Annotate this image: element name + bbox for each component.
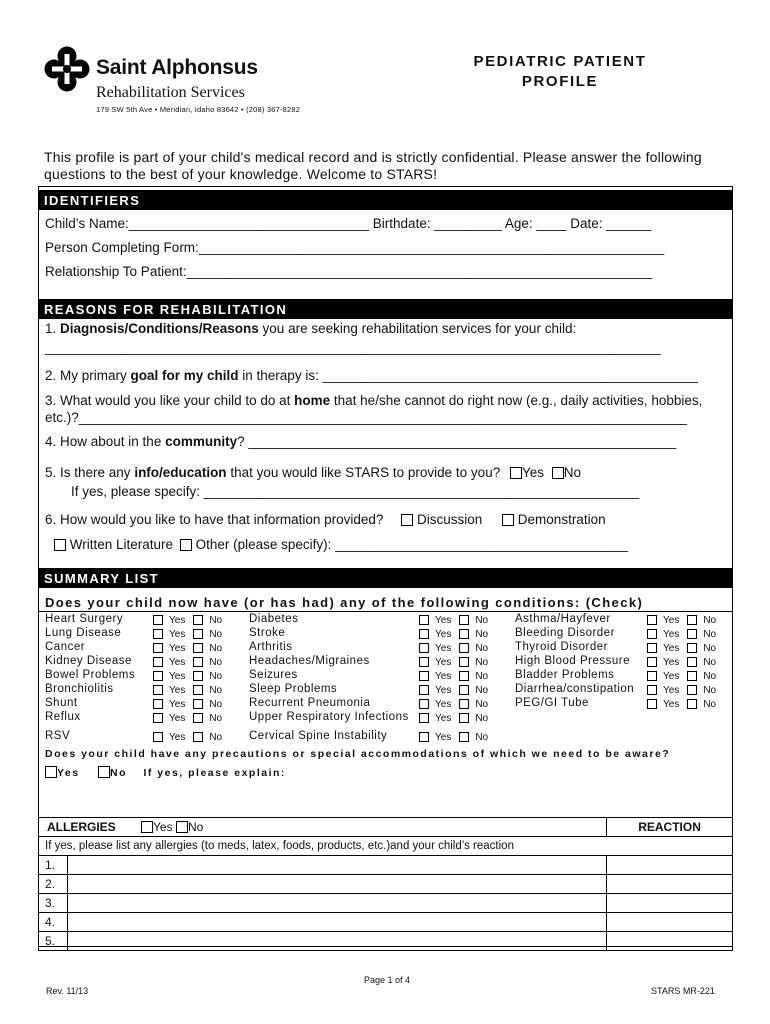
- condition-yes-label: Yes: [169, 713, 186, 724]
- condition-label: Heart Surgery: [45, 613, 124, 625]
- condition-yes-checkbox[interactable]: [153, 643, 163, 653]
- condition-no-label: No: [475, 699, 489, 710]
- condition-yes-checkbox[interactable]: [153, 671, 163, 681]
- allergy-row-number: 1.: [39, 856, 68, 875]
- condition-label: Lung Disease: [45, 627, 122, 639]
- org-address: 179 SW 5th Ave • Meridian, Idaho 83642 • (208) 367-8282: [96, 105, 301, 114]
- condition-yes-label: Yes: [663, 643, 680, 654]
- condition-yes-checkbox[interactable]: [647, 615, 657, 625]
- condition-yes-checkbox[interactable]: [647, 643, 657, 653]
- condition-yes-label: Yes: [169, 657, 186, 668]
- condition-yes-label: Yes: [663, 629, 680, 640]
- condition-label: Bladder Problems: [515, 669, 615, 681]
- reaction-cell[interactable]: [607, 875, 733, 894]
- reaction-cell[interactable]: [607, 894, 733, 913]
- summary-divider: [38, 611, 733, 612]
- allergy-row: [39, 913, 733, 932]
- q5-specify-line[interactable]: If yes, please specify: __________________________________________________________: [71, 484, 640, 499]
- condition-yes-label: Yes: [169, 685, 186, 696]
- condition-yes-label: Yes: [663, 657, 680, 668]
- condition-label: Stroke: [249, 627, 286, 639]
- allergies-table: [38, 817, 733, 951]
- condition-no-label: No: [475, 657, 489, 668]
- condition-yes-label: Yes: [435, 699, 452, 710]
- condition-yes-label: Yes: [169, 732, 186, 743]
- reasons-heading: REASONS FOR REHABILITATION: [38, 299, 733, 319]
- condition-no-label: No: [703, 615, 717, 626]
- condition-no-checkbox[interactable]: [193, 643, 203, 653]
- allergies-yes-label: Yes: [153, 820, 173, 834]
- condition-yes-label: Yes: [435, 615, 452, 626]
- precautions-answer: [45, 766, 286, 779]
- question-3-answer-line[interactable]: etc.)?_________________________________________________________________________________: [45, 410, 687, 425]
- condition-label: PEG/GI Tube: [515, 697, 589, 709]
- page-number: Page 1 of 4: [364, 975, 411, 985]
- condition-yes-label: Yes: [169, 699, 186, 710]
- question-6-options: [54, 537, 628, 552]
- condition-no-label: No: [209, 671, 223, 682]
- condition-yes-checkbox[interactable]: [419, 643, 429, 653]
- condition-yes-checkbox[interactable]: [647, 685, 657, 695]
- condition-no-checkbox[interactable]: [687, 685, 697, 695]
- condition-no-checkbox[interactable]: [687, 643, 697, 653]
- condition-no-label: No: [475, 732, 489, 743]
- condition-no-label: No: [475, 643, 489, 654]
- condition-yes-no: [419, 671, 488, 682]
- condition-label: Bronchiolitis: [45, 683, 114, 695]
- condition-label: High Blood Pressure: [515, 655, 630, 667]
- question-5: 5. Is there any info/education that you would like STARS to provide to you? Yes No: [45, 465, 582, 480]
- person-completing-line[interactable]: Person Completing Form:______________________________________________________________: [45, 240, 665, 255]
- condition-no-label: No: [703, 685, 717, 696]
- condition-no-checkbox[interactable]: [459, 615, 469, 625]
- condition-no-checkbox[interactable]: [193, 671, 203, 681]
- saint-alphonsus-logo: [44, 46, 90, 92]
- allergies-label: ALLERGIES: [47, 820, 116, 834]
- q6-other-checkbox[interactable]: [180, 539, 192, 551]
- condition-yes-checkbox[interactable]: [153, 657, 163, 667]
- condition-no-label: No: [475, 671, 489, 682]
- condition-label: Shunt: [45, 697, 78, 709]
- summary-heading: SUMMARY LIST: [38, 568, 733, 588]
- condition-no-label: No: [703, 629, 717, 640]
- condition-yes-label: Yes: [663, 699, 680, 710]
- precautions-no-checkbox[interactable]: [98, 766, 110, 778]
- allergies-no-checkbox[interactable]: [176, 821, 188, 833]
- condition-yes-label: Yes: [663, 671, 680, 682]
- form-id: STARS MR-221: [651, 986, 715, 996]
- condition-label: Upper Respiratory Infections: [249, 711, 409, 723]
- allergy-row-number: 4.: [39, 913, 68, 932]
- allergy-cell[interactable]: [68, 913, 607, 932]
- condition-no-label: No: [703, 671, 717, 682]
- precautions-question: Does your child have any precautions or special accommodations of which we need to be aware?: [45, 748, 671, 760]
- relationship-line[interactable]: Relationship To Patient:______________________________________________________________: [45, 264, 653, 279]
- allergy-cell[interactable]: [68, 932, 607, 951]
- condition-yes-checkbox[interactable]: [153, 685, 163, 695]
- child-name-line[interactable]: Child’s Name:________________________________ Birthdate: _________ Age: ____ Date: ______: [45, 216, 652, 231]
- condition-yes-no: [153, 671, 222, 682]
- condition-no-checkbox[interactable]: [459, 699, 469, 709]
- condition-yes-checkbox[interactable]: [153, 699, 163, 709]
- condition-yes-label: Yes: [435, 671, 452, 682]
- condition-no-checkbox[interactable]: [459, 657, 469, 667]
- condition-no-label: No: [703, 643, 717, 654]
- intro-text: This profile is part of your child's medical record and is strictly confidential. Please answer the following questions to the best of your knowledge. Welcome to STARS!: [44, 149, 702, 182]
- question-1-answer-line[interactable]: __________________________________________________________________________________: [45, 340, 661, 355]
- condition-no-label: No: [209, 615, 223, 626]
- reaction-cell[interactable]: [607, 913, 733, 932]
- question-2[interactable]: 2. My primary goal for my child in therapy is: __________________________________________________: [45, 368, 698, 383]
- condition-yes-label: Yes: [435, 732, 452, 743]
- q5-yes-label: Yes: [521, 465, 545, 480]
- q6-written-literature-checkbox[interactable]: [54, 539, 66, 551]
- condition-yes-checkbox[interactable]: [647, 671, 657, 681]
- allergy-row: [39, 894, 733, 913]
- question-4[interactable]: 4. How about in the community? _________________________________________________________: [45, 434, 677, 449]
- condition-label: Diabetes: [249, 613, 299, 625]
- condition-label: Headaches/Migraines: [249, 655, 370, 667]
- q6-other-label[interactable]: Other (please specify): _______________________________________: [195, 537, 628, 552]
- condition-no-checkbox[interactable]: [459, 685, 469, 695]
- condition-no-label: No: [209, 732, 223, 743]
- condition-label: Thyroid Disorder: [515, 641, 608, 653]
- condition-label: Arthritis: [249, 641, 293, 653]
- condition-no-checkbox[interactable]: [687, 657, 697, 667]
- condition-yes-no: [419, 657, 488, 668]
- condition-yes-no: [647, 629, 716, 640]
- condition-label: Recurrent Pneumonia: [249, 697, 371, 709]
- condition-yes-checkbox[interactable]: [419, 657, 429, 667]
- condition-label: RSV: [45, 730, 71, 742]
- q6-written-literature-label: Written Literature: [69, 537, 174, 552]
- condition-yes-checkbox[interactable]: [419, 699, 429, 709]
- condition-no-label: No: [475, 713, 489, 724]
- condition-yes-no: [647, 657, 716, 668]
- q5-no-checkbox[interactable]: [552, 467, 564, 479]
- condition-label: Cancer: [45, 641, 86, 653]
- condition-yes-no: [153, 732, 222, 743]
- condition-no-checkbox[interactable]: [459, 643, 469, 653]
- condition-label: Reflux: [45, 711, 81, 723]
- condition-no-label: No: [209, 685, 223, 696]
- condition-yes-label: Yes: [169, 643, 186, 654]
- condition-yes-checkbox[interactable]: [153, 629, 163, 639]
- condition-label: Bleeding Disorder: [515, 627, 615, 639]
- condition-label: Sleep Problems: [249, 683, 338, 695]
- reaction-header: REACTION: [607, 818, 733, 837]
- condition-no-checkbox[interactable]: [459, 671, 469, 681]
- condition-no-checkbox[interactable]: [193, 615, 203, 625]
- allergies-instruction-row: [39, 837, 733, 856]
- condition-no-checkbox[interactable]: [687, 629, 697, 639]
- allergies-instruction: If yes, please list any allergies (to meds, latex, foods, products, etc.)and your child’s reaction: [39, 837, 733, 856]
- condition-label: Bowel Problems: [45, 669, 136, 681]
- condition-no-checkbox[interactable]: [459, 713, 469, 723]
- condition-yes-no: [153, 629, 222, 640]
- condition-no-checkbox[interactable]: [193, 685, 203, 695]
- condition-label: Asthma/Hayfever: [515, 613, 611, 625]
- condition-yes-no: [419, 643, 488, 654]
- condition-yes-checkbox[interactable]: [419, 671, 429, 681]
- allergy-row: [39, 875, 733, 894]
- condition-no-checkbox[interactable]: [687, 699, 697, 709]
- precautions-yes-label: Yes: [57, 767, 80, 779]
- condition-no-checkbox[interactable]: [193, 732, 203, 742]
- precautions-no-label: No: [110, 767, 128, 779]
- condition-no-checkbox[interactable]: [193, 713, 203, 723]
- allergies-header-row: [39, 818, 733, 837]
- title-line-1: PEDIATRIC PATIENT: [473, 53, 647, 70]
- condition-yes-no: [647, 615, 716, 626]
- condition-yes-checkbox[interactable]: [153, 732, 163, 742]
- condition-yes-no: [153, 615, 222, 626]
- condition-yes-checkbox[interactable]: [419, 629, 429, 639]
- allergy-row-number: 2.: [39, 875, 68, 894]
- condition-yes-checkbox[interactable]: [419, 713, 429, 723]
- condition-yes-no: [419, 685, 488, 696]
- question-6: 6. How would you like to have that information provided? Discussion Demonstration: [45, 512, 606, 527]
- condition-no-checkbox[interactable]: [459, 732, 469, 742]
- condition-yes-checkbox[interactable]: [419, 732, 429, 742]
- title-line-2: PROFILE: [521, 73, 599, 90]
- question-3: 3. What would you like your child to do at home that he/she cannot do right now (e.g., daily activities, hobbies,: [45, 393, 703, 408]
- q6-discussion-label: Discussion: [416, 512, 483, 527]
- condition-yes-no: [153, 713, 222, 724]
- condition-no-label: No: [209, 657, 223, 668]
- condition-yes-no: [419, 713, 488, 724]
- condition-no-label: No: [475, 615, 489, 626]
- allergy-cell[interactable]: [68, 856, 607, 875]
- condition-yes-no: [647, 643, 716, 654]
- condition-no-checkbox[interactable]: [687, 615, 697, 625]
- condition-no-checkbox[interactable]: [193, 657, 203, 667]
- q6-demonstration-label: Demonstration: [517, 512, 606, 527]
- condition-label: Cervical Spine Instability: [249, 730, 388, 742]
- condition-yes-label: Yes: [663, 685, 680, 696]
- condition-yes-no: [647, 699, 716, 710]
- q5-yes-checkbox[interactable]: [510, 467, 522, 479]
- condition-no-label: No: [475, 629, 489, 640]
- condition-yes-checkbox[interactable]: [647, 657, 657, 667]
- condition-no-checkbox[interactable]: [687, 671, 697, 681]
- allergies-no-label: No: [187, 820, 204, 834]
- allergy-cell[interactable]: [68, 875, 607, 894]
- condition-yes-no: [419, 732, 488, 743]
- condition-yes-label: Yes: [169, 671, 186, 682]
- org-name: Saint Alphonsus: [96, 56, 258, 79]
- identifiers-heading: IDENTIFIERS: [38, 190, 733, 210]
- precautions-explain-label: If yes, please explain:: [143, 767, 286, 779]
- condition-label: Kidney Disease: [45, 655, 132, 667]
- condition-yes-checkbox[interactable]: [419, 685, 429, 695]
- allergies-yes-checkbox[interactable]: [141, 821, 153, 833]
- condition-no-label: No: [209, 713, 223, 724]
- condition-no-label: No: [209, 643, 223, 654]
- condition-yes-label: Yes: [169, 629, 186, 640]
- question-1: 1. Diagnosis/Conditions/Reasons you are seeking rehabilitation services for your child:: [45, 321, 577, 336]
- allergy-row-number: 5.: [39, 932, 68, 951]
- condition-label: Diarrhea/constipation: [515, 683, 635, 695]
- document-title: [440, 52, 680, 92]
- condition-yes-checkbox[interactable]: [419, 615, 429, 625]
- precautions-yes-checkbox[interactable]: [45, 766, 57, 778]
- condition-yes-checkbox[interactable]: [153, 615, 163, 625]
- condition-no-checkbox[interactable]: [193, 629, 203, 639]
- allergy-cell[interactable]: [68, 894, 607, 913]
- condition-label: Seizures: [249, 669, 298, 681]
- condition-no-label: No: [475, 685, 489, 696]
- condition-yes-no: [419, 699, 488, 710]
- allergy-row: [39, 932, 733, 951]
- q5-no-label: No: [563, 465, 582, 480]
- condition-no-label: No: [703, 699, 717, 710]
- condition-yes-no: [153, 685, 222, 696]
- condition-yes-label: Yes: [435, 629, 452, 640]
- condition-no-label: No: [703, 657, 717, 668]
- condition-yes-no: [153, 643, 222, 654]
- revision-label: Rev. 11/13: [46, 986, 89, 996]
- condition-no-checkbox[interactable]: [459, 629, 469, 639]
- condition-yes-checkbox[interactable]: [153, 713, 163, 723]
- allergy-row: [39, 856, 733, 875]
- condition-no-label: No: [209, 629, 223, 640]
- org-subtitle: Rehabilitation Services: [96, 84, 245, 101]
- condition-yes-no: [419, 629, 488, 640]
- condition-yes-no: [647, 671, 716, 682]
- condition-yes-checkbox[interactable]: [647, 629, 657, 639]
- condition-yes-no: [153, 699, 222, 710]
- condition-yes-checkbox[interactable]: [647, 699, 657, 709]
- condition-yes-no: [647, 685, 716, 696]
- reaction-cell[interactable]: [607, 932, 733, 951]
- condition-yes-label: Yes: [435, 643, 452, 654]
- q6-demonstration-checkbox[interactable]: [502, 514, 514, 526]
- condition-no-checkbox[interactable]: [193, 699, 203, 709]
- condition-yes-label: Yes: [169, 615, 186, 626]
- condition-yes-no: [419, 615, 488, 626]
- condition-yes-label: Yes: [663, 615, 680, 626]
- condition-yes-label: Yes: [435, 685, 452, 696]
- allergy-row-number: 3.: [39, 894, 68, 913]
- condition-yes-label: Yes: [435, 713, 452, 724]
- condition-yes-no: [153, 657, 222, 668]
- reaction-cell[interactable]: [607, 856, 733, 875]
- condition-no-label: No: [209, 699, 223, 710]
- allergies-label-cell: [39, 818, 607, 837]
- summary-question: Does your child now have (or has had) any of the following conditions: (Check): [45, 595, 644, 610]
- q6-discussion-checkbox[interactable]: [401, 514, 413, 526]
- condition-yes-label: Yes: [435, 657, 452, 668]
